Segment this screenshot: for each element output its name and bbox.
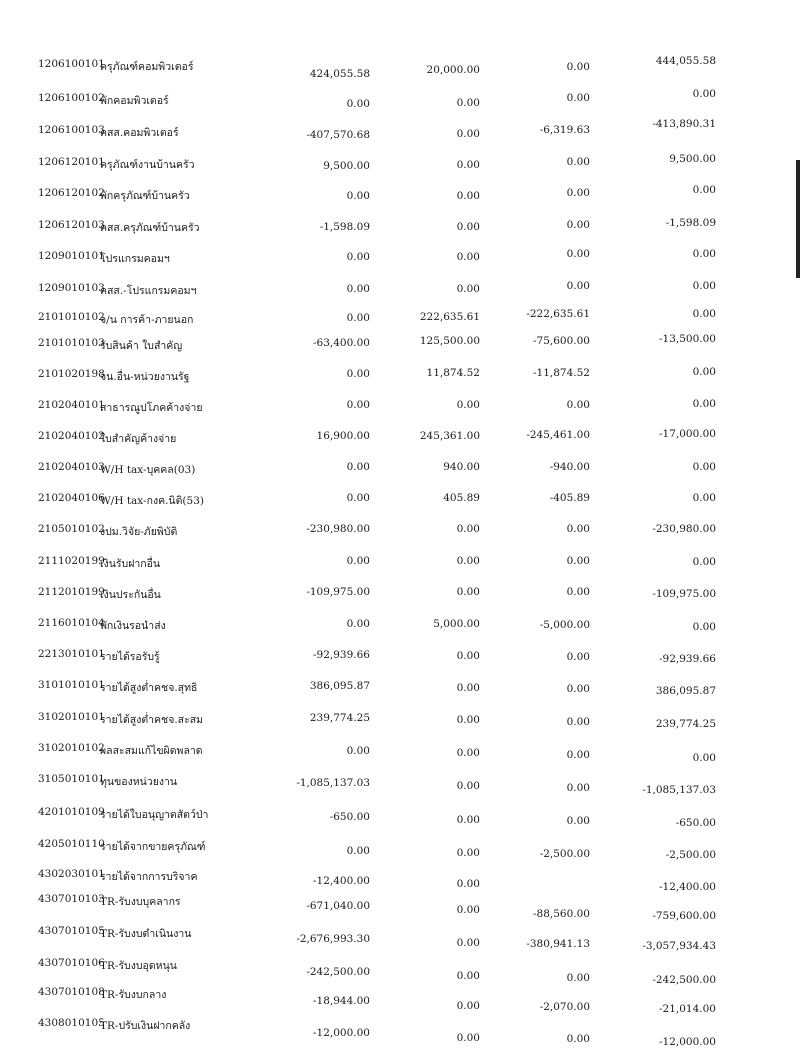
credit-amount: 0.00 [566, 651, 590, 663]
opening-balance: 0.00 [346, 368, 370, 380]
opening-balance: 0.00 [346, 312, 370, 324]
credit-amount: 0.00 [566, 749, 590, 761]
account-name: W/H tax-กงค.นิติ(53) [100, 495, 204, 507]
table-row [0, 492, 800, 512]
credit-amount: 0.00 [566, 782, 590, 794]
table-row [0, 986, 800, 1015]
account-code: 4307010103 [38, 893, 105, 905]
closing-balance: 0.00 [692, 88, 716, 100]
debit-amount: 940.00 [443, 461, 480, 473]
table-row [0, 523, 800, 543]
table-row [0, 461, 800, 481]
credit-amount: 0.00 [566, 972, 590, 984]
table-row [0, 868, 800, 893]
debit-amount: 0.00 [456, 399, 480, 411]
debit-amount: 222,635.61 [419, 311, 480, 323]
account-code: 2102040102 [38, 430, 105, 442]
table-row [0, 555, 800, 575]
table-row [0, 957, 800, 986]
credit-amount: 0.00 [566, 555, 590, 567]
account-code: 4307010105 [38, 925, 105, 937]
closing-balance: 0.00 [692, 308, 716, 320]
closing-balance: 0.00 [692, 621, 716, 633]
account-name: จน.อื่น-หน่วยงานรัฐ [100, 371, 190, 383]
credit-amount: 0.00 [566, 399, 590, 411]
debit-amount: 0.00 [456, 221, 480, 233]
account-code: 4302030101 [38, 868, 105, 880]
debit-amount: 11,874.52 [426, 367, 480, 379]
debit-amount: 0.00 [456, 682, 480, 694]
opening-balance: -242,500.00 [306, 966, 370, 978]
account-code: 2213010101 [38, 648, 105, 660]
debit-amount: 0.00 [456, 904, 480, 916]
table-row [0, 250, 800, 270]
opening-balance: 386,095.87 [309, 680, 370, 692]
opening-balance: 0.00 [346, 555, 370, 567]
opening-balance: -650.00 [329, 811, 370, 823]
credit-amount: -5,000.00 [539, 619, 590, 631]
account-name: TR-รับงบกลาง [100, 989, 167, 1001]
opening-balance: 0.00 [346, 745, 370, 757]
closing-balance: 0.00 [692, 461, 716, 473]
table-row [0, 806, 800, 829]
table-row [0, 679, 800, 699]
opening-balance: -1,085,137.03 [296, 777, 370, 789]
account-name: ครุภัณฑ์คอมพิวเตอร์ [100, 61, 194, 73]
debit-amount: 0.00 [456, 159, 480, 171]
debit-amount: 0.00 [456, 780, 480, 792]
account-code: 2105010102 [38, 523, 105, 535]
account-code: 4205010110 [38, 838, 105, 850]
account-name: รายได้ใบอนุญาตสัตว์ป่า [100, 809, 209, 821]
credit-amount: -222,635.61 [526, 308, 590, 320]
account-name: เงินประกันอื่น [100, 589, 161, 601]
account-name: พักเงินรอนำส่ง [100, 620, 166, 632]
account-name: รายได้รอรับรู้ [100, 651, 160, 663]
account-code: 4308010105 [38, 1017, 105, 1029]
opening-balance: -63,400.00 [313, 337, 370, 349]
debit-amount: 0.00 [456, 847, 480, 859]
credit-amount: -245,461.00 [526, 429, 590, 441]
account-name: W/H tax-บุคคล(03) [100, 464, 196, 476]
opening-balance: -109,975.00 [306, 586, 370, 598]
debit-amount: 0.00 [456, 555, 480, 567]
debit-amount: 0.00 [456, 97, 480, 109]
account-code: 2102040101 [38, 399, 105, 411]
table-row [0, 308, 800, 331]
credit-amount: -75,600.00 [533, 335, 590, 347]
account-code: 2101020198 [38, 368, 105, 380]
account-code: 2101010102 [38, 311, 105, 323]
account-name: คสส.ครุภัณฑ์บ้านครัว [100, 222, 200, 234]
credit-amount: 0.00 [566, 248, 590, 260]
credit-amount: -11,874.52 [533, 367, 590, 379]
account-code: 3102010102 [38, 742, 105, 754]
credit-amount: -2,500.00 [539, 848, 590, 860]
table-row [0, 368, 800, 388]
table-row [0, 1017, 800, 1048]
debit-amount: 405.89 [443, 492, 480, 504]
closing-balance: -230,980.00 [652, 523, 716, 535]
opening-balance: -2,676,993.30 [296, 933, 370, 945]
opening-balance: 0.00 [346, 399, 370, 411]
account-name: รายได้จากการบริจาค [100, 871, 198, 883]
debit-amount: 0.00 [456, 878, 480, 890]
opening-balance: 16,900.00 [316, 430, 370, 442]
credit-amount: -940.00 [549, 461, 590, 473]
account-name: คสส.คอมพิวเตอร์ [100, 127, 179, 139]
account-name: ผลสะสมแก้ไขผิดพลาด [100, 745, 203, 757]
account-name: พักคอมพิวเตอร์ [100, 95, 169, 107]
debit-amount: 0.00 [456, 814, 480, 826]
account-code: 2102040106 [38, 492, 105, 504]
account-code: 2111020199 [38, 555, 105, 567]
table-row [0, 893, 800, 922]
closing-balance: -109,975.00 [652, 588, 716, 600]
account-name: TR-รับงบดำเนินงาน [100, 928, 192, 940]
table-row [0, 118, 800, 144]
opening-balance: -671,040.00 [306, 900, 370, 912]
closing-balance: -1,598.09 [665, 217, 716, 229]
account-name: รายได้สูงต่ำคชจ.สุทธิ [100, 682, 198, 694]
debit-amount: 125,500.00 [419, 335, 480, 347]
closing-balance: -242,500.00 [652, 974, 716, 986]
account-code: 3105010101 [38, 773, 105, 785]
credit-amount: 0.00 [566, 716, 590, 728]
opening-balance: -18,944.00 [313, 995, 370, 1007]
opening-balance: 0.00 [346, 251, 370, 263]
closing-balance: 9,500.00 [669, 153, 716, 165]
table-row [0, 55, 800, 80]
account-code: 3102010101 [38, 711, 105, 723]
debit-amount: 0.00 [456, 650, 480, 662]
opening-balance: -92,939.66 [313, 649, 370, 661]
credit-amount: -380,941.13 [526, 938, 590, 950]
opening-balance: 0.00 [346, 618, 370, 630]
credit-amount: 0.00 [566, 219, 590, 231]
opening-balance: -407,570.68 [306, 129, 370, 141]
credit-amount: 0.00 [566, 187, 590, 199]
table-row [0, 219, 800, 239]
account-name: เงินรับฝากอื่น [100, 558, 161, 570]
table-row [0, 617, 800, 637]
table-row [0, 153, 800, 176]
credit-amount: -405.89 [549, 492, 590, 504]
debit-amount: 0.00 [456, 970, 480, 982]
closing-balance: -13,500.00 [659, 333, 716, 345]
account-code: 1206120102 [38, 187, 105, 199]
table-row [0, 586, 800, 606]
debit-amount: 0.00 [456, 251, 480, 263]
closing-balance: 444,055.58 [655, 55, 716, 67]
debit-amount: 0.00 [456, 283, 480, 295]
account-name: สาธารณูปโภคค้างจ่าย [100, 402, 203, 414]
account-name: คสส.-โปรแกรมคอมฯ [100, 285, 197, 297]
debit-amount: 0.00 [456, 714, 480, 726]
opening-balance: 239,774.25 [309, 712, 370, 724]
credit-amount: 0.00 [566, 523, 590, 535]
account-code: 2101010103 [38, 337, 105, 349]
credit-amount: 0.00 [566, 280, 590, 292]
credit-amount: 0.00 [566, 815, 590, 827]
account-code: 2112010199 [38, 586, 105, 598]
closing-balance: -1,085,137.03 [642, 784, 716, 796]
opening-balance: -12,000.00 [313, 1027, 370, 1039]
account-code: 1206100102 [38, 92, 105, 104]
opening-balance: 0.00 [346, 190, 370, 202]
table-row [0, 282, 800, 302]
debit-amount: 0.00 [456, 1032, 480, 1044]
account-code: 1209010101 [38, 250, 105, 262]
closing-balance: 0.00 [692, 248, 716, 260]
account-code: 1206100101 [38, 58, 105, 70]
closing-balance: 386,095.87 [655, 685, 716, 697]
table-row [0, 333, 800, 357]
debit-amount: 0.00 [456, 190, 480, 202]
debit-amount: 0.00 [456, 1000, 480, 1012]
closing-balance: 0.00 [692, 556, 716, 568]
closing-balance: -92,939.66 [659, 653, 716, 665]
closing-balance: -12,000.00 [659, 1036, 716, 1048]
account-name: รายได้สูงต่ำคชจ.สะสม [100, 714, 204, 726]
opening-balance: -230,980.00 [306, 523, 370, 535]
account-code: 4307010106 [38, 957, 105, 969]
account-name: รายได้จากขายครุภัณฑ์ [100, 841, 206, 853]
closing-balance: -2,500.00 [665, 849, 716, 861]
table-row [0, 711, 800, 731]
closing-balance: -3,057,934.43 [642, 940, 716, 952]
account-code: 2102040103 [38, 461, 105, 473]
account-code: 3101010101 [38, 679, 105, 691]
credit-amount: 0.00 [566, 156, 590, 168]
account-code: 1206100103 [38, 124, 105, 136]
closing-balance: 0.00 [692, 184, 716, 196]
account-code: 2116010104 [38, 617, 105, 629]
closing-balance: -12,400.00 [659, 881, 716, 893]
account-name: TR-รับงบอุดหนุน [100, 960, 177, 972]
closing-balance: -17,000.00 [659, 428, 716, 440]
closing-balance: 0.00 [692, 280, 716, 292]
debit-amount: 5,000.00 [433, 618, 480, 630]
debit-amount: 0.00 [456, 128, 480, 140]
opening-balance: 9,500.00 [323, 160, 370, 172]
opening-balance: 0.00 [346, 845, 370, 857]
closing-balance: -21,014.00 [659, 1003, 716, 1015]
credit-amount: 0.00 [566, 683, 590, 695]
account-code: 4201010109 [38, 806, 105, 818]
credit-amount: -88,560.00 [533, 908, 590, 920]
credit-amount: 0.00 [566, 586, 590, 598]
debit-amount: 0.00 [456, 747, 480, 759]
account-name: รับสินค้า ใบสำคัญ [100, 340, 183, 352]
table-row [0, 88, 800, 112]
credit-amount: -6,319.63 [539, 124, 590, 136]
account-name: จ/น การค้า-ภายนอก [100, 314, 194, 326]
closing-balance: 0.00 [692, 752, 716, 764]
credit-amount: 0.00 [566, 1033, 590, 1045]
closing-balance: 0.00 [692, 492, 716, 504]
table-row [0, 925, 800, 952]
opening-balance: 0.00 [346, 283, 370, 295]
table-row [0, 184, 800, 207]
credit-amount: 0.00 [566, 61, 590, 73]
account-name: ทุนของหน่วยงาน [100, 776, 178, 788]
debit-amount: 0.00 [456, 937, 480, 949]
table-row [0, 773, 800, 796]
debit-amount: 0.00 [456, 586, 480, 598]
account-code: 4307010108 [38, 986, 105, 998]
closing-balance: 0.00 [692, 366, 716, 378]
account-code: 1209010103 [38, 282, 105, 294]
debit-amount: 0.00 [456, 523, 480, 535]
opening-balance: -12,400.00 [313, 875, 370, 887]
closing-balance: -759,600.00 [652, 910, 716, 922]
opening-balance: -1,598.09 [319, 221, 370, 233]
credit-amount: -2,070.00 [539, 1001, 590, 1013]
table-row [0, 430, 800, 450]
table-row [0, 648, 800, 668]
closing-balance: -650.00 [675, 817, 716, 829]
account-code: 1206120103 [38, 219, 105, 231]
scan-edge-mark [796, 160, 800, 278]
account-code: 1206120101 [38, 156, 105, 168]
opening-balance: 0.00 [346, 461, 370, 473]
account-name: ใบสำคัญค้างจ่าย [100, 433, 177, 445]
opening-balance: 0.00 [346, 98, 370, 110]
account-name: TR-รับงบบุคลากร [100, 896, 181, 908]
closing-balance: 239,774.25 [655, 718, 716, 730]
credit-amount: 0.00 [566, 92, 590, 104]
table-row [0, 742, 800, 762]
debit-amount: 245,361.00 [419, 430, 480, 442]
opening-balance: 0.00 [346, 492, 370, 504]
account-name: TR-ปรับเงินฝากคลัง [100, 1020, 191, 1032]
closing-balance: 0.00 [692, 398, 716, 410]
debit-amount: 20,000.00 [426, 64, 480, 76]
table-row [0, 399, 800, 419]
account-name: พักครุภัณฑ์บ้านครัว [100, 190, 190, 202]
account-name: งปม.วิจัย-ภัยพิบัติ [100, 526, 178, 538]
table-row [0, 838, 800, 861]
account-name: ครุภัณฑ์งานบ้านครัว [100, 159, 195, 171]
closing-balance: -413,890.31 [652, 118, 716, 130]
opening-balance: 424,055.58 [309, 68, 370, 80]
account-name: โปรแกรมคอมฯ [100, 253, 170, 265]
